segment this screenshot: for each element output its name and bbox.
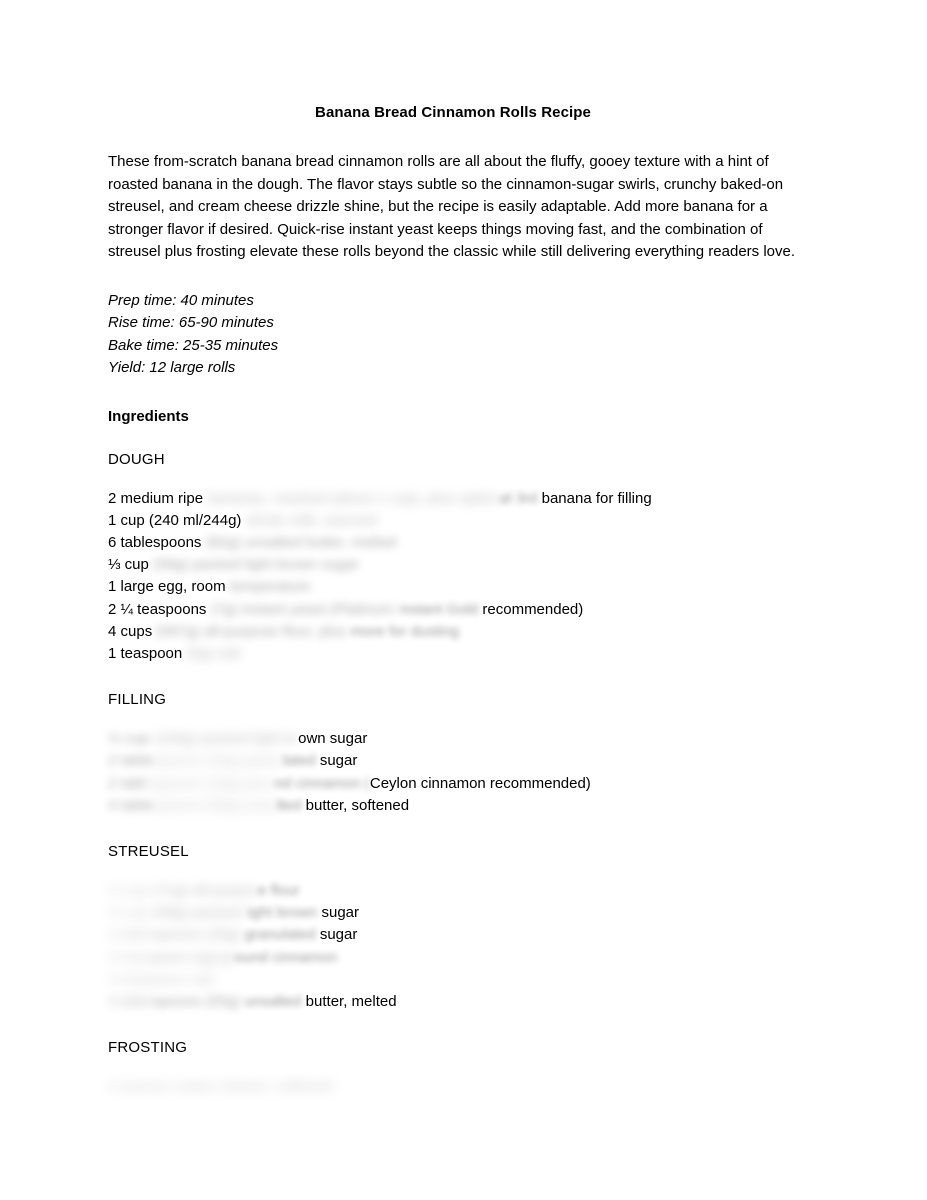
- obscured-text-run: bananas, mashed (about 1 cup), plus option: [207, 489, 500, 507]
- text-run: 1 teaspoon: [108, 645, 187, 663]
- text-run: ⅓ cup: [108, 556, 154, 574]
- list-item: [108, 621, 798, 643]
- obscured-text-run: nstant Gold: [401, 600, 483, 618]
- text-run: sugar: [319, 752, 358, 770]
- obscured-text-run: 4 table: [108, 796, 154, 814]
- obscured-text-run: whole milk, warmed: [245, 511, 378, 529]
- list-item: [108, 880, 798, 902]
- obscured-text-run: more for dusting: [350, 622, 460, 640]
- ingredient-list: [108, 1076, 798, 1098]
- list-item: [108, 773, 798, 795]
- text-run: 2 medium ripe: [108, 489, 208, 507]
- page-title: Banana Bread Cinnamon Rolls Recipe: [315, 104, 591, 121]
- obscured-text-run: ⅛ teaspoon salt: [108, 970, 214, 988]
- text-run: sugar: [319, 926, 358, 944]
- text-run: banana for filling: [541, 489, 652, 507]
- obscured-text-run: ½ cup: [108, 882, 154, 900]
- obscured-text-run: e flour: [258, 882, 300, 900]
- list-item: [108, 991, 798, 1013]
- text-run: 1 large egg, room: [108, 578, 230, 596]
- meta-rise-time: Rise time: 65-90 minutes: [108, 314, 274, 332]
- obscured-text-run: (567g) all-purpose flour, plus: [156, 622, 351, 640]
- list-item: [108, 554, 798, 576]
- obscured-text-run: ½ teas: [108, 948, 154, 966]
- text-run: 4 cups: [108, 622, 157, 640]
- text-run: butter, softened: [305, 796, 410, 814]
- section-heading: DOUGH: [108, 450, 165, 468]
- text-run: butter, melted: [305, 993, 397, 1011]
- text-run: sugar: [321, 904, 360, 922]
- obscured-text-run: ½ cup: [108, 730, 154, 748]
- obscured-text-run: poon (1g) gr: [153, 948, 235, 966]
- obscured-text-run: (58g) packed light brown sugar: [153, 556, 359, 574]
- obscured-text-run: (6g) salt: [186, 645, 241, 663]
- ingredient-list: [108, 880, 798, 1013]
- obscured-text-run: 2 tabl: [108, 774, 145, 792]
- text-run: 6 tablespoons: [108, 534, 206, 551]
- ingredients-heading: Ingredients: [108, 407, 189, 425]
- obscured-text-run: ight brown: [248, 904, 322, 922]
- list-item: [108, 969, 798, 991]
- obscured-text-run: spoons (55g): [153, 993, 245, 1011]
- obscured-text-run: 2 table: [108, 926, 154, 944]
- ingredient-sections: [108, 451, 798, 1099]
- obscured-text-run: lted: [277, 796, 306, 814]
- document-body: [108, 104, 798, 1098]
- obscured-text-run: spoons (55g) unsa: [153, 796, 278, 814]
- list-item: [108, 750, 798, 772]
- section-heading: FROSTING: [108, 1039, 188, 1057]
- section-heading: FILLING: [108, 691, 167, 709]
- text-run: 1 cup (240 ml/244g): [108, 511, 246, 529]
- list-item: [108, 1076, 798, 1098]
- obscured-text-run: spoons (25g): [153, 926, 245, 944]
- obscured-text-run: lated: [283, 752, 320, 770]
- obscured-text-run: 4 ounces cream cheese, softened: [108, 1078, 334, 1096]
- list-item: [108, 643, 798, 665]
- text-run: Ceylon cinnamon recommended): [369, 774, 591, 792]
- obscured-text-run: 2 table: [108, 752, 154, 770]
- text-run: own sugar: [298, 730, 368, 748]
- list-item: [108, 902, 798, 924]
- list-item: [108, 795, 798, 817]
- list-item: [108, 599, 798, 621]
- obscured-text-run: espoons (16g) grou: [144, 774, 275, 792]
- obscured-text-run: (7g) instant yeast (Platinum I: [210, 600, 402, 618]
- obscured-text-run: ound cinnamon: [234, 948, 338, 966]
- list-item: [108, 532, 798, 554]
- text-run: 2 ¼ teaspoons: [108, 600, 211, 618]
- ingredient-list: [108, 728, 798, 817]
- meta-prep-time: Prep time: 40 minutes: [108, 291, 254, 309]
- intro-paragraph: These from-scratch banana bread cinnamon rolls are all about the fluffy, gooey texture with a hint of roasted banana in the dough. The flavor stays subtle so the cinnamon-sugar swirls, crunchy baked-on streusel, and cream cheese drizzle shine, but the recipe is easily adaptable. Add more banana for a stronger flavor if desired. Quick-rise instant yeast keeps things moving fast, and the combination of streusel plus frosting elevate these rolls beyond the classic while still delivering everything readers love.: [108, 153, 796, 261]
- list-item: [108, 488, 798, 510]
- obscured-text-run: 4 table: [108, 993, 154, 1011]
- obscured-text-run: (100g) packed light br: [153, 730, 299, 748]
- list-item: [108, 924, 798, 946]
- obscured-text-run: (71g) all-purpos: [153, 882, 259, 900]
- obscured-text-run: temperature: [229, 578, 311, 596]
- list-item: [108, 947, 798, 969]
- section-heading: STREUSEL: [108, 843, 189, 861]
- meta-bake-time: Bake time: 25-35 minutes: [108, 336, 279, 354]
- obscured-text-run: spoons (25g) granu: [153, 752, 284, 770]
- ingredient-list: [108, 488, 798, 666]
- obscured-text-run: unsalted: [244, 993, 306, 1011]
- obscured-text-run: (82g) unsalted butter, melted: [205, 534, 397, 551]
- list-item: [108, 510, 798, 532]
- recipe-meta: [108, 290, 798, 380]
- obscured-text-run: nd cinnamon (: [274, 774, 370, 792]
- obscured-text-run: al 3rd: [499, 489, 542, 507]
- obscured-text-run: granulated: [244, 926, 320, 944]
- meta-yield: Yield: 12 large rolls: [108, 359, 236, 377]
- list-item: [108, 576, 798, 598]
- obscured-text-run: ⅓ cup: [108, 904, 149, 922]
- text-run: recommended): [482, 600, 584, 618]
- obscured-text-run: (58g) packed l: [148, 904, 249, 922]
- list-item: [108, 728, 798, 750]
